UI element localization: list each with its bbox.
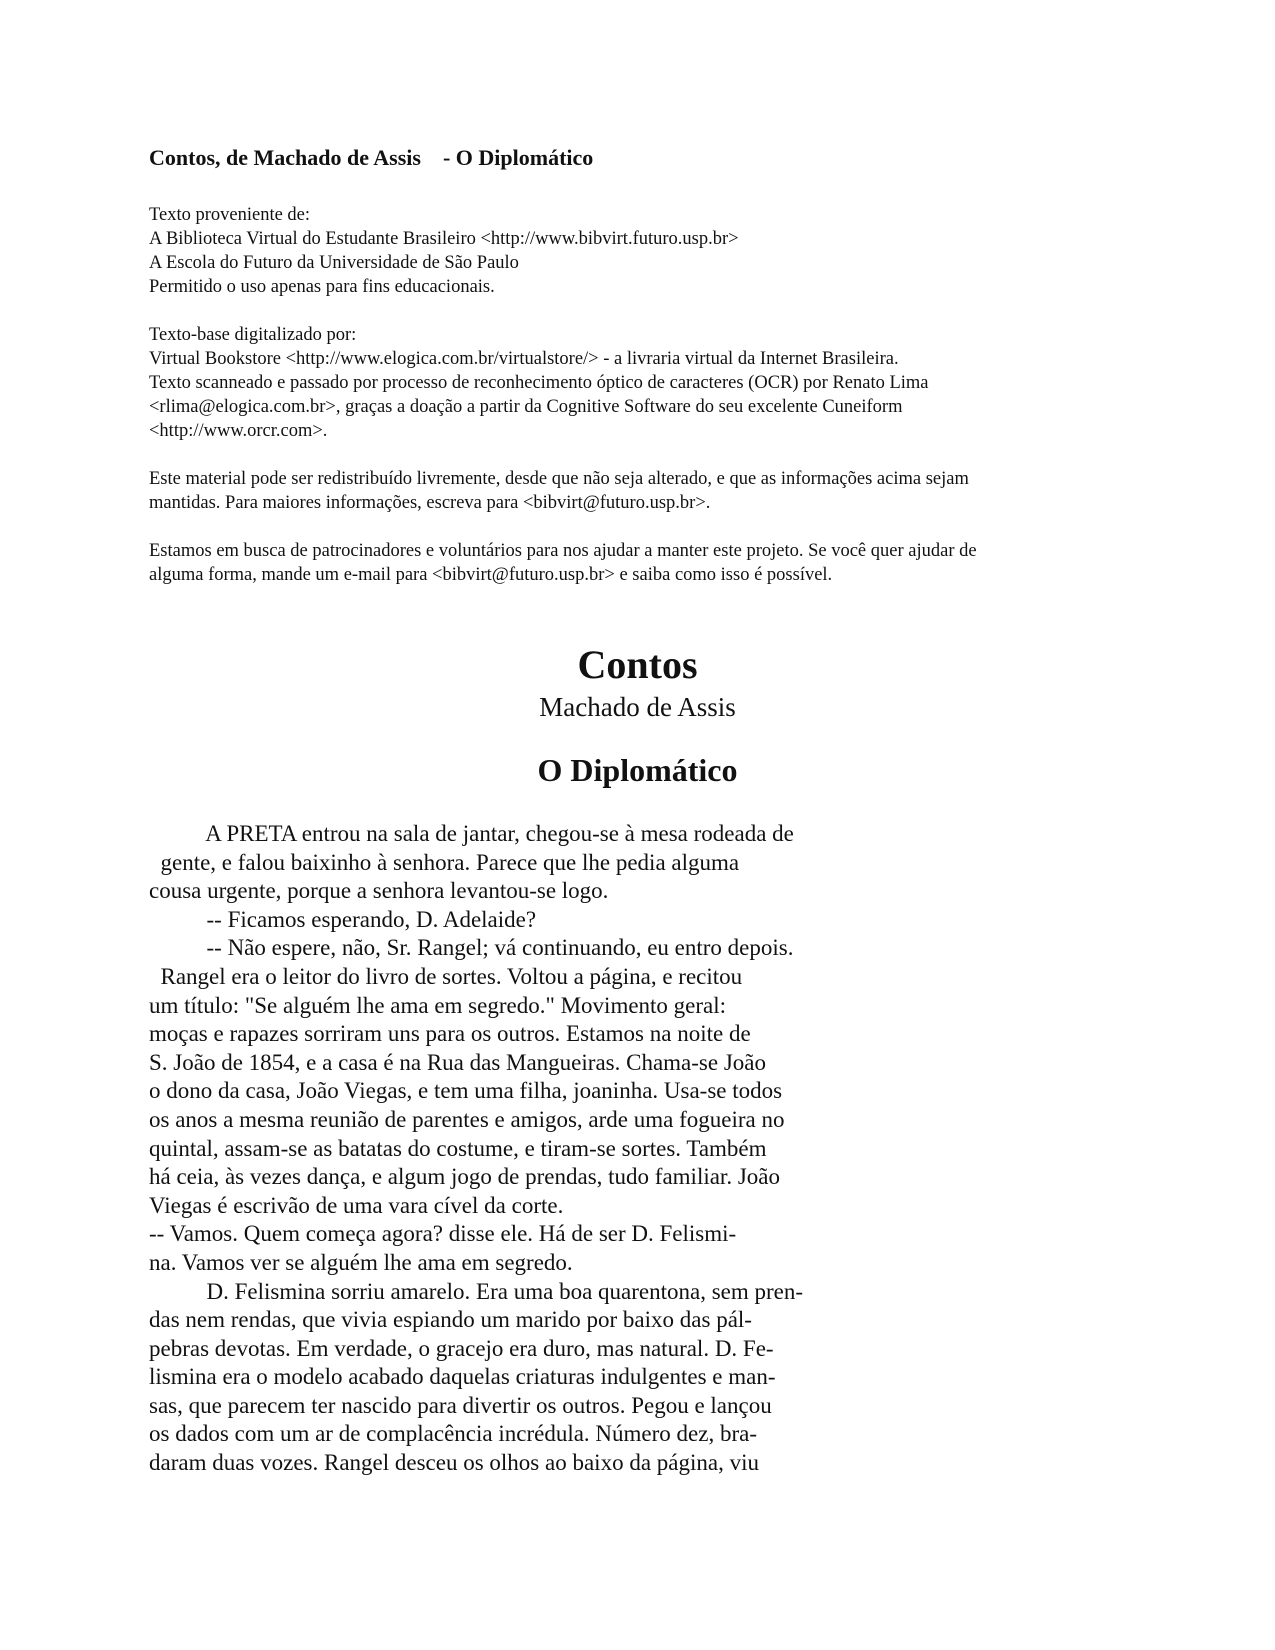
story-line: o dono da casa, João Viegas, e tem uma filha, joaninha. Usa-se todos	[149, 1078, 783, 1104]
author-name: Machado de Assis	[539, 692, 736, 722]
story-line: -- Vamos. Quem começa agora? disse ele. Há de ser D. Felismi-	[149, 1221, 737, 1247]
story-line: -- Não espere, não, Sr. Rangel; vá continuando, eu entro depois.	[149, 935, 794, 961]
story-title: O Diplomático	[537, 752, 738, 788]
digitized-line: Texto-base digitalizado por:	[149, 325, 357, 345]
story-line: A PRETA entrou na sala de jantar, chegou-se à mesa rodeada de	[149, 821, 794, 846]
story-line: os dados com um ar de complacência incrédula. Número dez, bra-	[149, 1421, 757, 1447]
story-line: das nem rendas, que vivia espiando um marido por baixo das pál-	[149, 1307, 752, 1333]
story-line: Rangel era o leitor do livro de sortes. Voltou a página, e recitou	[149, 963, 743, 989]
sponsor-line: alguma forma, mande um e-mail para <bibvirt@futuro.usp.br> e saiba como isso é possível.	[149, 565, 833, 585]
story-line: quintal, assam-se as batatas do costume, e tiram-se sortes. Também	[149, 1135, 767, 1161]
source-line: A Escola do Futuro da Universidade de São Paulo	[149, 253, 519, 273]
digitized-line: Virtual Bookstore <http://www.elogica.com.br/virtualstore/> - a livraria virtual da Internet Brasileira.	[149, 349, 899, 369]
story-line: S. João de 1854, e a casa é na Rua das Mangueiras. Chama-se João	[149, 1049, 766, 1075]
story-line: na. Vamos ver se alguém lhe ama em segredo.	[149, 1249, 573, 1275]
source-line: A Biblioteca Virtual do Estudante Brasileiro <http://www.bibvirt.futuro.usp.br>	[149, 229, 739, 249]
story-line: pebras devotas. Em verdade, o gracejo era duro, mas natural. D. Fe-	[149, 1335, 774, 1361]
story-line: D. Felismina sorriu amarelo. Era uma boa quarentona, sem pren-	[149, 1278, 804, 1304]
source-line: Permitido o uso apenas para fins educacionais.	[149, 277, 495, 297]
license-line: Este material pode ser redistribuído livremente, desde que não seja alterado, e que as informações acima sejam	[149, 469, 969, 489]
story-line: sas, que parecem ter nascido para divertir os outros. Pegou e lançou	[149, 1392, 772, 1418]
digitized-line: <http://www.orcr.com>.	[149, 421, 328, 441]
story-line: cousa urgente, porque a senhora levantou-se logo.	[149, 878, 609, 904]
story-line: Viegas é escrivão de uma vara cível da corte.	[149, 1192, 564, 1218]
license-block	[149, 467, 969, 515]
sponsor-line: Estamos em busca de patrocinadores e voluntários para nos ajudar a manter este projeto. Se você quer ajudar de	[149, 541, 977, 561]
digitized-block	[149, 323, 929, 443]
story-line: lismina era o modelo acabado daquelas criaturas indulgentes e man-	[149, 1364, 776, 1390]
source-block	[149, 203, 739, 299]
source-line: Texto proveniente de:	[149, 205, 311, 225]
sponsor-block	[149, 539, 977, 587]
story-line: os anos a mesma reunião de parentes e amigos, arde uma fogueira no	[149, 1106, 785, 1132]
story-body	[149, 820, 803, 1478]
story-line: daram duas vozes. Rangel desceu os olhos ao baixo da página, viu	[149, 1450, 759, 1476]
story-line: -- Ficamos esperando, D. Adelaide?	[149, 906, 537, 932]
license-line: mantidas. Para maiores informações, escreva para <bibvirt@futuro.usp.br>.	[149, 493, 711, 513]
story-line: gente, e falou baixinho à senhora. Parece que lhe pedia alguma	[149, 849, 740, 875]
story-line: moças e rapazes sorriram uns para os outros. Estamos na noite de	[149, 1021, 751, 1047]
story-line: um título: "Se alguém lhe ama em segredo." Movimento geral:	[149, 992, 727, 1018]
digitized-line: <rlima@elogica.com.br>, graças a doação a partir da Cognitive Software do seu excelente Cuneiform	[149, 397, 903, 417]
document-header: Contos, de Machado de Assis - O Diplomático	[149, 145, 594, 170]
digitized-line: Texto scanneado e passado por processo de reconhecimento óptico de caracteres (OCR) por Renato Lima	[149, 373, 929, 393]
story-line: há ceia, às vezes dança, e algum jogo de prendas, tudo familiar. João	[149, 1164, 780, 1190]
book-title: Contos	[577, 642, 698, 687]
